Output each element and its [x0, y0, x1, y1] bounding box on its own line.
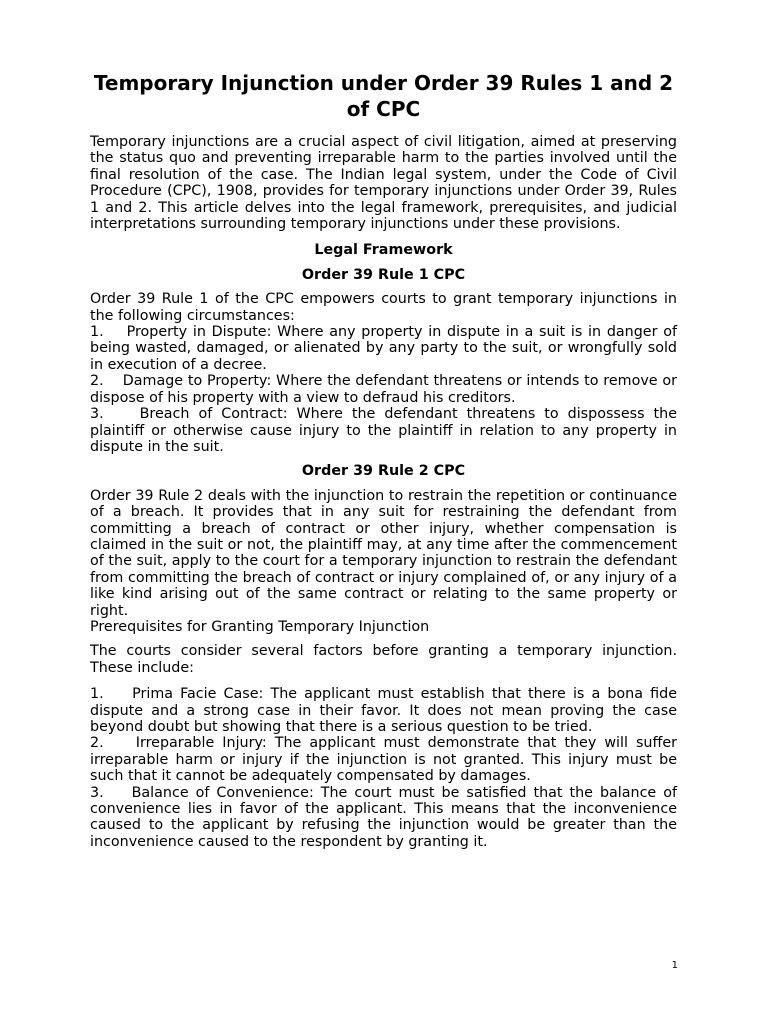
prerequisite-item: 3. Balance of Convenience: The court must be satisfied that the balance of convenience lies in favor of the applicant. This means that the inconvenience caused to the applicant by refusing the injunction would be greater than the inconvenience caused to the respondent by granting it.	[90, 784, 682, 850]
rule2-heading: Order 39 Rule 2 CPC	[301, 463, 466, 480]
document-body	[90, 70, 682, 850]
rule1-item: 1. Property in Dispute: Where any property in dispute in a suit is in danger of being wasted, damaged, or alienated by any party to the suit, or wrongfully sold in execution of a decree.	[90, 324, 682, 373]
legal-framework-heading: Legal Framework	[314, 242, 453, 259]
rule1-item: 3. Breach of Contract: Where the defendant threatens to dispossess the plaintiff or otherwise cause injury to the plaintiff in relation to any property in dispute in the suit.	[90, 406, 682, 455]
rule1-item: 2. Damage to Property: Where the defendant threatens or intends to remove or dispose of his property with a view to defraud his creditors.	[90, 373, 682, 406]
intro-paragraph: Temporary injunctions are a crucial aspect of civil litigation, aimed at preserving the status quo and preventing irreparable harm to the parties involved until the final resolution of the case. The Indian legal system, under the Code of Civil Procedure (CPC), 1908, provides for temporary injunctions under Order 39, Rules 1 and 2. This article delves into the legal framework, prerequisites, and judicial interpretations surrounding temporary injunctions under these provisions.	[90, 134, 677, 233]
prerequisites-intro: The courts consider several factors before granting a temporary injunction. These include:	[90, 643, 677, 676]
prerequisite-item: 1. Prima Facie Case: The applicant must establish that there is a bona fide dispute and a strong case in their favor. It does not mean proving the case beyond doubt but showing that there is a serious question to be tried.	[90, 686, 682, 735]
prerequisites-heading: Prerequisites for Granting Temporary Injunction	[90, 618, 430, 635]
page-number: 1	[671, 960, 678, 971]
rule2-paragraph: Order 39 Rule 2 deals with the injunction to restrain the repetition or continuance of a breach. It provides that in any suit for restraining the defendant from committing a breach of contract or other injury, whether compensation is claimed in the suit or not, the plaintiff may, at any time after the commencement of the suit, apply to the court for a temporary injunction to restrain the defendant from committing the breach of contract or injury complained of, or any injury of a like kind arising out of the same contract or relating to the same property or right.	[90, 487, 677, 619]
prerequisite-item: 2. Irreparable Injury: The applicant must demonstrate that they will suffer irreparable harm or injury if the injunction is not granted. This injury must be such that it cannot be adequately compensated by damages.	[90, 735, 682, 785]
rule1-intro: Order 39 Rule 1 of the CPC empowers courts to grant temporary injunctions in the following circumstances:	[90, 291, 677, 324]
rule1-heading: Order 39 Rule 1 CPC	[301, 266, 466, 283]
document-title: Temporary Injunction under Order 39 Rules 1 and 2 of CPC	[93, 71, 674, 121]
